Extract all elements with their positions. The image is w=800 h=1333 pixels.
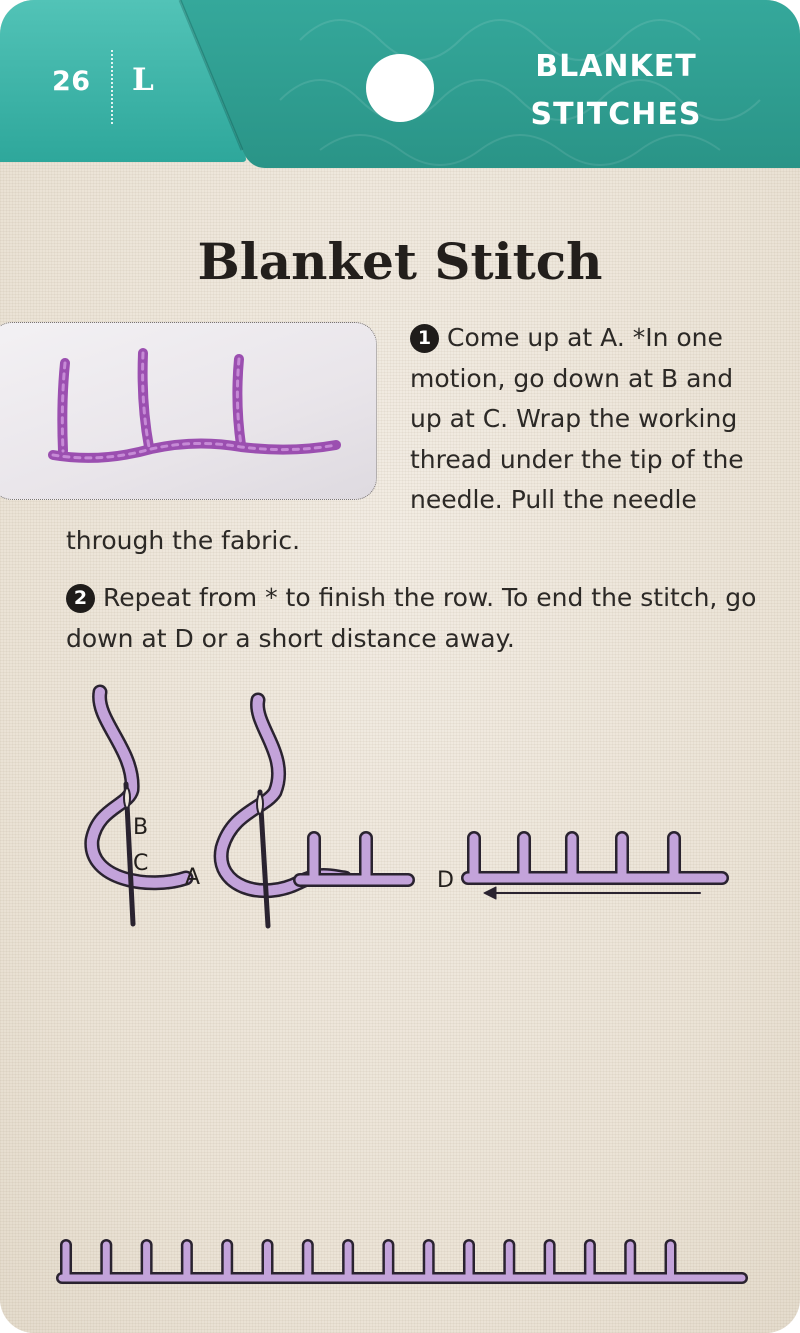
step-1-number: 1	[410, 324, 439, 353]
section-title-line1: BLANKET	[535, 49, 697, 84]
header-divider	[111, 50, 113, 124]
figure-1-needle	[124, 784, 133, 924]
step-1-text: Come up at A. *In one motion, go down at B and up at C. Wrap the working thread under the tip of the needle. Pull the needle through the fabric.	[66, 323, 744, 555]
page-title: Blanket Stitch	[197, 232, 603, 291]
label-b: B	[133, 815, 149, 840]
figure-2-thread	[221, 700, 345, 891]
decorative-stitch-border	[0, 1235, 800, 1305]
figure-2-needle	[257, 792, 268, 926]
step-2-number: 2	[66, 584, 95, 613]
step-2-text: Repeat from * to finish the row. To end the stitch, go down at D or a short distance away.	[66, 583, 757, 653]
page-number: 26	[52, 66, 91, 97]
direction-arrow-icon	[484, 887, 700, 899]
figure-3-stitches	[468, 838, 722, 878]
section-title	[530, 43, 702, 139]
label-d: D	[437, 868, 454, 893]
label-a: A	[185, 865, 201, 890]
ring-hole	[366, 54, 434, 122]
section-title-line2: STITCHES	[530, 97, 702, 132]
instructions	[66, 318, 766, 659]
step-2	[66, 578, 766, 659]
label-c: C	[133, 851, 149, 876]
stitch-diagram	[0, 680, 800, 950]
page-letter: L	[132, 62, 154, 98]
